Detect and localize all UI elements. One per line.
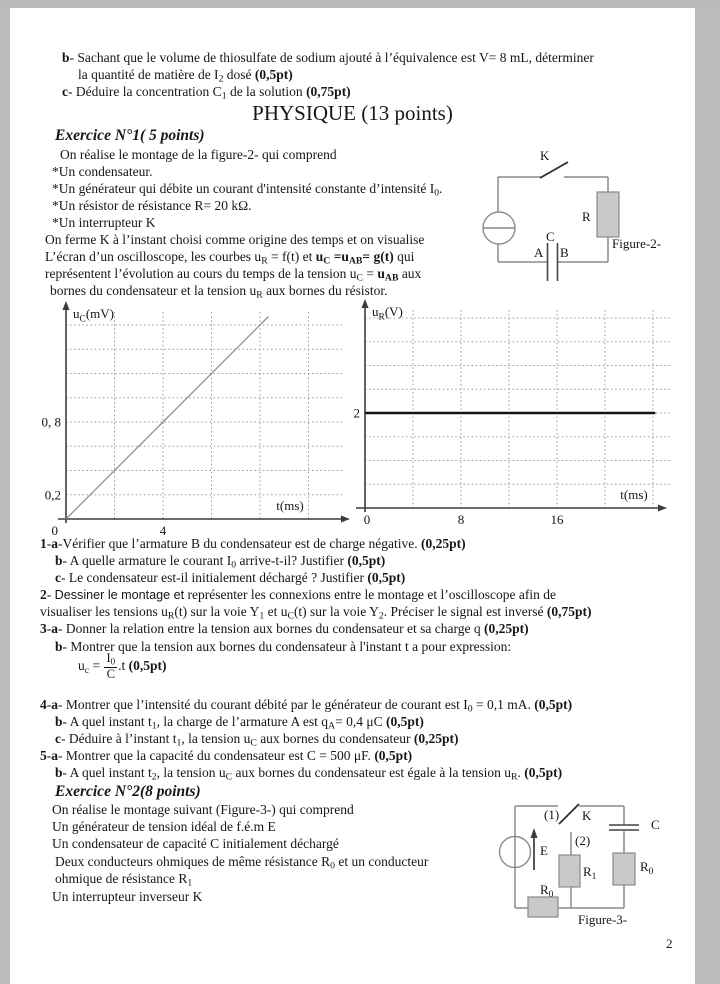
question-line: b- A quel instant $t_2$, la tension $u_C$ aux bornes du condensateur est égale à la tension $u_R$. (0,5pt): [55, 765, 563, 783]
svg-text:t(ms): t(ms): [276, 498, 304, 513]
scan-margin-top: [0, 0, 720, 7]
scan-margin-right: [695, 7, 720, 984]
resistor-r0-right-label: $R_0$: [640, 859, 654, 877]
figure3-caption: Figure-3-: [578, 912, 628, 927]
switch-k-label: K: [582, 808, 592, 823]
svg-text:uR(V): $u_R(V)$: [372, 304, 403, 323]
svg-text:2: 2: [353, 405, 360, 421]
switch-k-blade: [540, 162, 568, 178]
question-line: b- Montrer que la tension aux bornes du condensateur à l'instant t a pour expression:: [55, 639, 512, 654]
svg-text:4: 4: [159, 523, 167, 538]
question-line: 5-a- Montrer que la capacité du condensateur est C = 500 μF. (0,5pt): [40, 748, 413, 763]
emf-arrowhead: [531, 828, 538, 838]
question-line: c- Le condensateur est-il initialement déchargé ? Justifier (0,5pt): [55, 570, 406, 585]
ex1-intro-line: L’écran d’un oscilloscope, les courbes $u_R = f(t)$ et $u_C =u_{AB}= g(t)$ qui: [45, 249, 415, 267]
switch-k-blade: [559, 804, 579, 824]
svg-text:16: 16: [550, 512, 564, 527]
question-line: b- A quelle armature le courant $I_0$ arrive-t-il? Justifier (0,5pt): [55, 553, 386, 571]
svg-text:8: 8: [457, 512, 465, 527]
resistor-r0-bottom: [528, 897, 558, 917]
resistor-r1: [559, 855, 580, 887]
resistor-r0-right: [613, 853, 635, 885]
question-line: 2- Dessiner le montage et représenter les connexions entre le montage et l’oscilloscope afin de: [40, 587, 556, 602]
svg-text:0: 0: [363, 512, 371, 527]
chem-line-c: c- Déduire la concentration $C_1$ de la solution (0,75pt): [62, 84, 351, 102]
ex1-intro-line: *Un interrupteur K: [52, 215, 156, 230]
ex2-line: Deux conducteurs ohmiques de même résistance $R_0$ et un conducteur: [55, 854, 429, 872]
emf-e-label: E: [540, 843, 548, 858]
figure2-caption: Figure-2-: [612, 236, 662, 251]
armature-a-label: A: [534, 245, 544, 260]
switch-pos2-label: (2): [575, 833, 591, 848]
page-number: 2: [666, 936, 673, 951]
ex1-intro-line: *Un résistor de résistance R= 20 kΩ.: [52, 198, 252, 213]
ex2-line: On réalise le montage suivant (Figure-3-) qui comprend: [52, 802, 354, 817]
question-line: visualiser les tensions $u_R(t)$ sur la voie $Y_1$ et $u_C(t)$ sur la voie $Y_2$. Préciser le signal est inversé (0,75pt): [40, 604, 592, 622]
capacitor-c-label: C: [651, 817, 660, 832]
switch-k-label: K: [540, 148, 550, 163]
ex2-line: Un générateur de tension idéal de f.é.m E: [52, 819, 276, 834]
ex1-intro-line: *Un condensateur.: [52, 164, 153, 179]
ex1-intro-line: *Un générateur qui débite un courant d'intensité constante d’intensité $I_0$.: [52, 181, 443, 199]
ex2-line: Un condensateur de capacité C initialement déchargé: [52, 836, 339, 851]
ur-chart: [350, 298, 680, 538]
capacitor-c-label: C: [546, 229, 555, 244]
svg-text:t(ms): t(ms): [620, 487, 648, 502]
question-line: b- A quel instant $t_1$, la charge de l’armature A est $q_A= 0,4$ μC (0,5pt): [55, 714, 424, 732]
resistor-r0-bottom-label: $R_0$: [540, 882, 554, 900]
ex1-intro-line: On ferme K à l’instant choisi comme origine des temps et on visualise: [45, 232, 425, 247]
uc-chart: [30, 300, 350, 545]
question-line: 1-a-Vérifier que l’armature B du condensateur est de charge négative. (0,25pt): [40, 536, 466, 551]
ex1-intro-line: représentent l’évolution au cours du temps de la tension $u_C = u_{AB}$ aux: [45, 266, 422, 284]
scan-margin-left: [0, 7, 10, 984]
figure2-circuit: [470, 145, 700, 280]
section-title: PHYSIQUE (13 points): [252, 101, 453, 125]
figure3-circuit: [485, 795, 700, 935]
question-line: 4-a- Montrer que l’intensité du courant débité par le générateur de courant est $I_0 = 0,1$ mA. (0,5pt): [40, 697, 573, 715]
question-line: 3-a- Donner la relation entre la tension aux bornes du condensateur et sa charge q (0,25pt): [40, 621, 529, 636]
svg-text:0: 0: [51, 523, 58, 538]
svg-text:0,2: 0,2: [44, 487, 61, 503]
ex2-heading: Exercice N°2(8 points): [55, 783, 201, 800]
resistor-r-label: R: [582, 209, 591, 224]
chem-line-b2: la quantité de matière de $I_2$ dosé (0,5pt): [78, 67, 293, 85]
ex1-heading: Exercice N°1( 5 points): [55, 127, 205, 144]
svg-text:uC(mV): $u_C(mV)$: [73, 306, 115, 325]
ex1-intro-line: On réalise le montage de la figure-2- qui comprend: [60, 147, 337, 162]
chem-line-b1: b- Sachant que le volume de thiosulfate de sodium ajouté à l’équivalence est V= 8 mL, déterminer: [62, 50, 594, 65]
resistor-r1-label: $R_1$: [583, 864, 597, 882]
switch-pos1-label: (1): [544, 807, 560, 822]
question-line: c- Déduire à l’instant $t_1$, la tension $u_C$ aux bornes du condensateur (0,25pt): [55, 731, 459, 749]
svg-text:0, 8: 0, 8: [41, 414, 61, 430]
ex2-line: ohmique de résistance $R_1$: [55, 871, 193, 889]
formula-uc: $u_c$ = $\frac{I_0}{C}$ .t (0,5pt): [78, 651, 167, 682]
armature-b-label: B: [560, 245, 569, 260]
resistor-r: [597, 192, 619, 237]
ex1-intro-line: bornes du condensateur et la tension $u_R$ aux bornes du résistor.: [50, 283, 388, 301]
ex2-line: Un interrupteur inverseur K: [52, 889, 203, 904]
